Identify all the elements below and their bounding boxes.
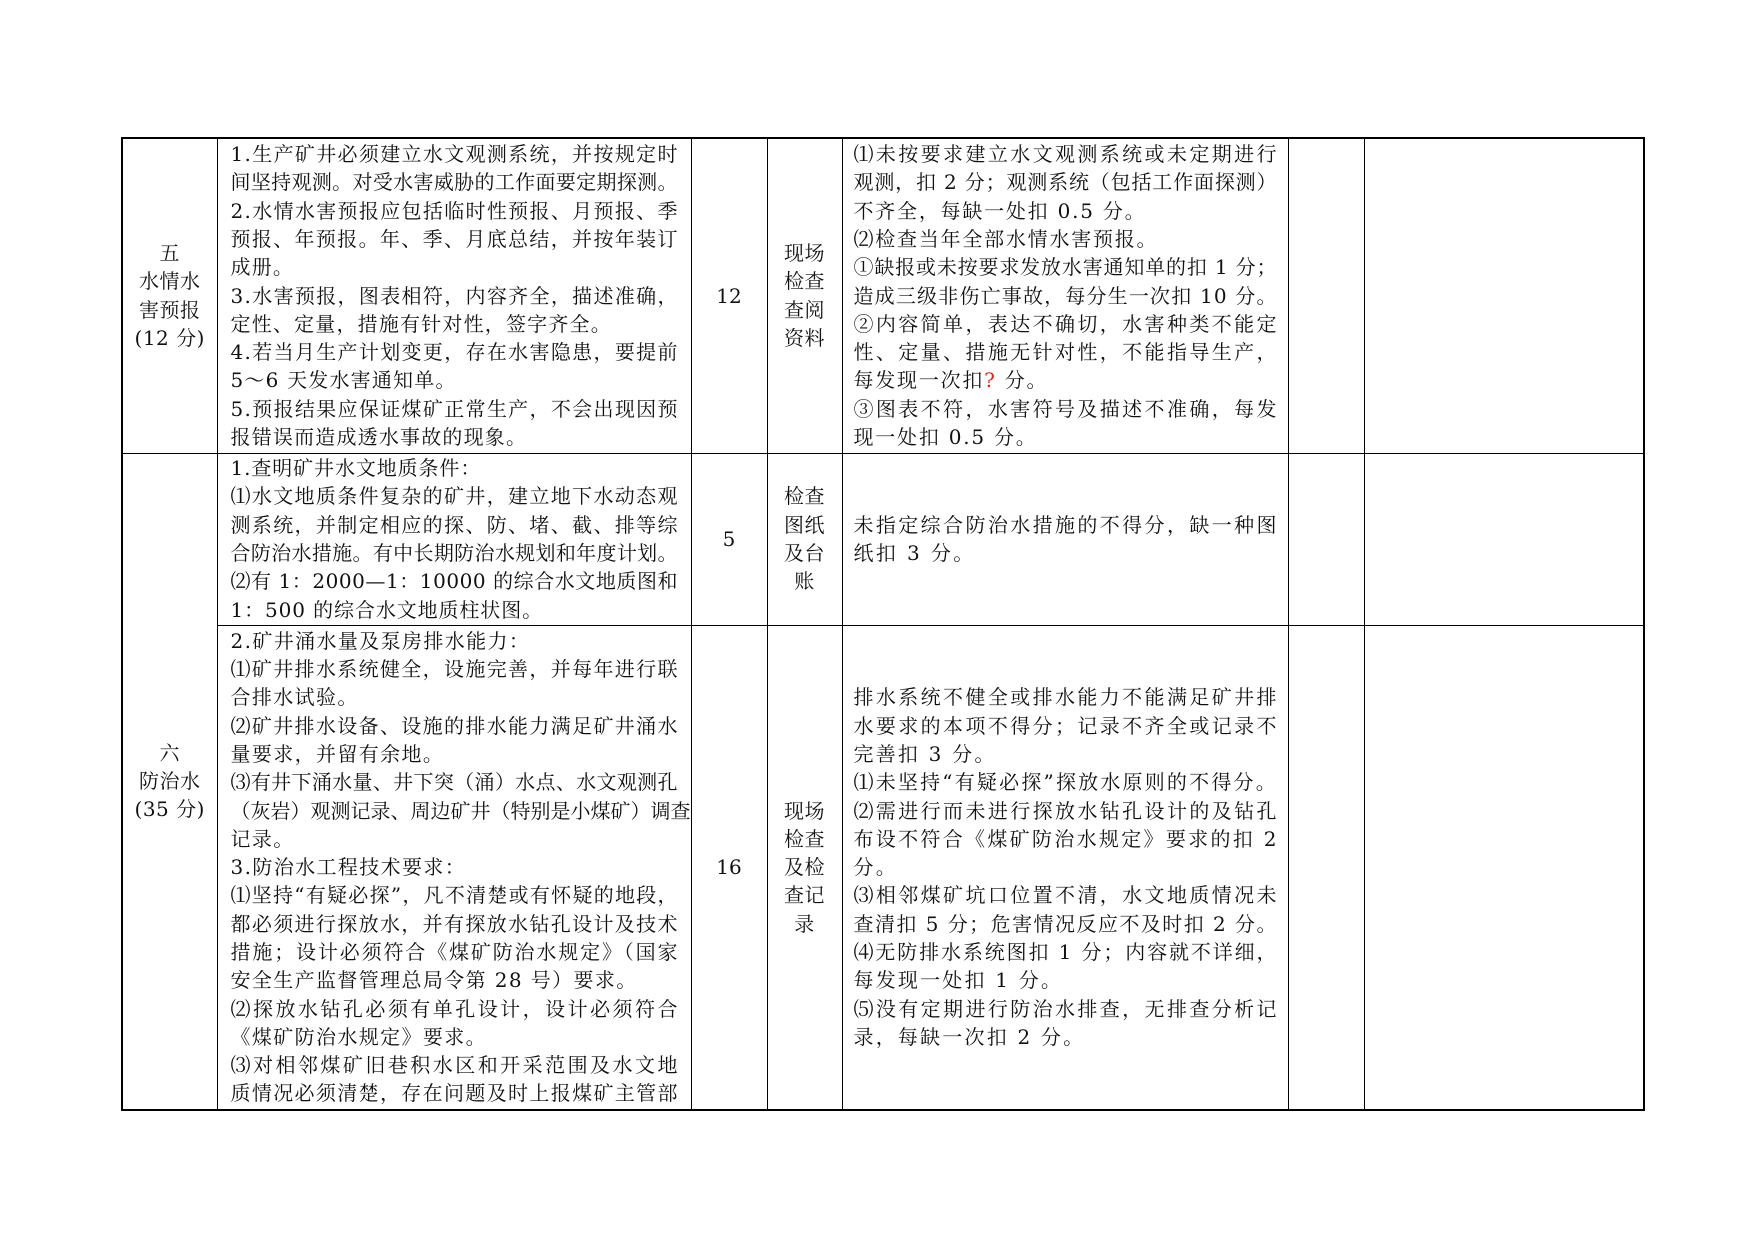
text-line-content: ⑶有井下涌水量、井下突（涌）水点、水文观测孔 [230, 770, 678, 795]
text-line-content: 定性、定量，措施有针对性，签字齐全。 [230, 311, 612, 336]
scoring-table [121, 137, 1645, 1111]
text-line [768, 296, 842, 324]
text-line-content: 测系统，并制定相应的探、防、堵、截、排等综 [230, 512, 679, 537]
text-line-content: ⑴未按要求建立水文观测系统或未定期进行 [853, 142, 1279, 167]
text-line [768, 825, 842, 853]
score-cell [691, 453, 767, 625]
score-value: 12 [716, 283, 742, 308]
text-line [854, 423, 1277, 451]
text-line-content: 未指定综合防治水措施的不得分，缺一种图 [853, 512, 1279, 537]
text-line [231, 627, 678, 655]
text-line-content: 2.水情水害预报应包括临时性预报、月预报、季 [230, 198, 679, 223]
text-line [768, 482, 842, 510]
text-line [854, 395, 1277, 423]
text-line-content: 布设不符合《煤矿防治水规定》要求的扣 2 [853, 826, 1279, 851]
text-line-content: (12 分) [134, 326, 205, 351]
score-value: 16 [716, 855, 742, 880]
text-segment: 每发现一次扣 [853, 368, 985, 393]
text-line [231, 511, 678, 539]
text-line [231, 366, 678, 394]
text-line-content: 性、定量、措施无针对性，不能指导生产， [853, 340, 1279, 365]
text-line [231, 454, 678, 482]
text-line-content: 害预报 [139, 297, 201, 322]
category-cell [122, 453, 217, 1110]
method-text [768, 797, 842, 938]
text-line [230, 797, 691, 825]
text-line [231, 423, 678, 451]
category-text [123, 739, 217, 824]
criteria-cell [842, 138, 1288, 453]
text-line-content: 合排水试验。 [230, 685, 359, 710]
text-line-content: 防治水 [139, 769, 201, 794]
text-line-content: ⑵探放水钻孔必须有单孔设计，设计必须符合 [230, 996, 680, 1021]
text-line [854, 253, 1277, 281]
text-line-content: 现场 [784, 798, 825, 823]
text-line-content: 2.矿井涌水量及泵房排水能力： [230, 628, 531, 653]
text-line-content: （灰岩）观测记录、周边矿井（特别是小煤矿）调查 [230, 798, 691, 823]
text-line-content: ⑶相邻煤矿坑口位置不清，水文地质情况未 [853, 883, 1279, 908]
text-line [231, 825, 678, 853]
text-line [854, 511, 1277, 539]
text-line [231, 197, 678, 225]
text-line-content: 现场 [784, 241, 825, 266]
text-line-content: 量要求，并留有余地。 [230, 741, 445, 766]
text-line [231, 768, 678, 796]
text-line [231, 1023, 678, 1051]
text-line [231, 881, 678, 909]
text-line-content: 查清扣 5 分；危害情况反应不及时扣 2 分。 [853, 911, 1278, 936]
content-cell [217, 138, 691, 453]
text-line-content: ②内容简单，表达不确切，水害种类不能定 [853, 311, 1279, 336]
criteria-cell [842, 625, 1288, 1110]
text-line [854, 282, 1277, 310]
text-line-content: ⑵矿井排水设备、设施的排水能力满足矿井涌水 [230, 713, 679, 738]
text-line-content: 5.预报结果应保证煤矿正常生产，不会出现因预 [230, 396, 679, 421]
text-line-content [854, 368, 1049, 392]
text-line [231, 740, 678, 768]
text-line [231, 1079, 678, 1107]
text-line [123, 739, 217, 767]
text-line [231, 567, 678, 595]
text-line [123, 795, 217, 823]
text-line-content: 报错误而造成透水事故的现象。 [230, 425, 528, 450]
text-line-content: 图纸 [784, 512, 825, 537]
text-line [231, 596, 678, 624]
text-line-content: ⑸没有定期进行防治水排查，无排查分析记 [853, 996, 1279, 1021]
category-text [123, 239, 217, 352]
text-line [854, 197, 1277, 225]
text-line [854, 910, 1277, 938]
text-line-content: 都必须进行探放水，并有探放水钻孔设计及技术 [230, 911, 679, 936]
text-line [123, 296, 217, 324]
text-line [854, 140, 1277, 168]
text-line [854, 995, 1277, 1023]
text-line [231, 966, 678, 994]
text-line [768, 239, 842, 267]
text-line-content: 3.水害预报，图表相符，内容齐全，描述准确， [230, 283, 679, 308]
text-line [768, 881, 842, 909]
text-line-content: 现一处扣 0.5 分。 [853, 425, 1038, 450]
content-cell [217, 625, 691, 1110]
blank-cell [1364, 625, 1644, 1110]
text-line [854, 539, 1277, 567]
text-line-content: 措施；设计必须符合《煤矿防治水规定》（国家 [230, 939, 680, 964]
text-line-content: 间坚持观测。对受水害威胁的工作面要定期探测。 [230, 170, 678, 195]
text-line-content: ⑷无防排水系统图扣 1 分；内容就不详细， [853, 939, 1279, 964]
text-line [231, 225, 678, 253]
text-line [768, 797, 842, 825]
text-line-content: 1.生产矿井必须建立水文观测系统，并按规定时 [230, 142, 679, 167]
text-line-content: 及检 [784, 855, 825, 880]
text-line-content: ⑵需进行而未进行探放水钻孔设计的及钻孔 [853, 798, 1279, 823]
table-row [122, 625, 1644, 1110]
score-cell [691, 625, 767, 1110]
text-line-content: ⑵检查当年全部水情水害预报。 [853, 227, 1159, 251]
text-line-content: 分。 [853, 855, 898, 880]
text-line [768, 567, 842, 595]
table-row [122, 138, 1644, 453]
score-cell [691, 138, 767, 453]
text-line [231, 655, 678, 683]
table-row [122, 453, 1644, 625]
text-line [768, 853, 842, 881]
text-line-content: 排水系统不健全或排水能力不能满足矿井排 [853, 685, 1279, 710]
text-line-content: 造成三级非伤亡事故，每分生一次扣 10 分。 [853, 283, 1278, 308]
content-text [231, 140, 678, 451]
blank-cell [1364, 138, 1644, 453]
text-line [231, 310, 678, 338]
text-line-content: 查阅 [784, 297, 825, 322]
text-line-content: ⑴未坚持“有疑必探”探放水原则的不得分。 [853, 770, 1278, 795]
text-line [854, 797, 1277, 825]
text-line [854, 740, 1277, 768]
method-text [768, 482, 842, 595]
text-line [123, 267, 217, 295]
text-line [854, 938, 1277, 966]
text-line-content: 不齐全，每缺一处扣 0.5 分。 [853, 198, 1147, 223]
text-line [854, 712, 1277, 740]
content-cell [217, 453, 691, 625]
text-line [768, 539, 842, 567]
text-line-content: ⑶对相邻煤矿旧巷积水区和开采范围及水文地 [230, 1053, 680, 1078]
text-line [231, 395, 678, 423]
method-cell [767, 625, 842, 1110]
text-line [231, 712, 678, 740]
method-cell [767, 138, 842, 453]
blank-cell [1288, 625, 1364, 1110]
text-line-content: 1.查明矿井水文地质条件： [230, 456, 482, 481]
text-line-content: 六 [159, 740, 180, 765]
criteria-cell [842, 453, 1288, 625]
text-line [231, 853, 678, 881]
text-line [768, 511, 842, 539]
text-line [123, 767, 217, 795]
text-line-content: 检查 [784, 269, 825, 294]
text-line [854, 825, 1277, 853]
criteria-text [854, 511, 1277, 568]
text-line [231, 282, 678, 310]
content-text [231, 454, 678, 624]
text-line-content: 1：500 的综合水文地质柱状图。 [230, 597, 543, 622]
text-line-content: 预报、年预报。年、季、月底总结，并按年装订 [230, 227, 679, 251]
text-segment: 分。 [996, 368, 1049, 393]
text-line [768, 910, 842, 938]
highlighted-text: ? [984, 368, 997, 393]
text-line [231, 168, 678, 196]
text-line [768, 324, 842, 352]
text-line-content: 资料 [784, 326, 825, 351]
text-line [854, 966, 1277, 994]
text-line-content: 成册。 [230, 255, 295, 280]
text-line-content: 观测，扣 2 分；观测系统（包括工作面探测） [853, 170, 1278, 195]
text-line [854, 225, 1277, 253]
text-line-content: 五 [159, 241, 180, 266]
text-line-content: 3.防治水工程技术要求： [230, 855, 467, 880]
text-line-content: ⑴矿井排水系统健全，设施完善，并每年进行联 [230, 657, 679, 682]
text-line [854, 168, 1277, 196]
text-line-content: 水要求的本项不得分；记录不齐全或记录不 [853, 713, 1279, 738]
text-line [123, 324, 217, 352]
text-line [854, 881, 1277, 909]
text-line [231, 938, 678, 966]
text-line-content: ⑴坚持“有疑必探”，凡不清楚或有怀疑的地段， [230, 883, 679, 908]
criteria-text [854, 140, 1277, 451]
text-line [854, 768, 1277, 796]
text-line-content: 完善扣 3 分。 [853, 741, 997, 766]
category-cell [122, 138, 217, 453]
text-line-content: 合防治水措施。有中长期防治水规划和年度计划。 [230, 541, 678, 565]
text-line [123, 239, 217, 267]
text-line [231, 539, 678, 567]
text-line [768, 267, 842, 295]
text-line-content: 5～6 天发水害通知单。 [230, 368, 457, 393]
text-line-content: 录，每缺一次扣 2 分。 [853, 1024, 1086, 1049]
text-line-content: 查记 [784, 883, 825, 908]
text-line [231, 482, 678, 510]
text-line [854, 1023, 1277, 1051]
method-cell [767, 453, 842, 625]
text-line-content: 账 [794, 569, 815, 594]
text-line-content: 《煤矿防治水规定》要求。 [230, 1024, 488, 1049]
blank-cell [1288, 453, 1364, 625]
text-line-content: 及台 [784, 541, 825, 565]
text-line [854, 310, 1277, 338]
text-line-content: 水情水 [139, 269, 201, 294]
text-line [854, 683, 1277, 711]
text-line-content: ①缺报或未按要求发放水害通知单的扣 1 分； [853, 255, 1278, 280]
text-line-content: 记录。 [230, 826, 295, 851]
text-line-content: 检查 [784, 484, 825, 509]
text-line-content: ③图表不符，水害符号及描述不准确，每发 [853, 396, 1279, 421]
text-line [231, 1051, 678, 1079]
text-line-content: 每发现一处扣 1 分。 [853, 968, 1064, 993]
text-line-content: ⑴水文地质条件复杂的矿井，建立地下水动态观 [230, 484, 679, 509]
text-line-content: 4.若当月生产计划变更，存在水害隐患，要提前 [230, 340, 679, 365]
text-line [231, 910, 678, 938]
text-line-content: 质情况必须清楚，存在问题及时上报煤矿主管部 [230, 1081, 679, 1106]
text-line-content: (35 分) [134, 797, 205, 822]
blank-cell [1288, 138, 1364, 453]
text-line-content: ⑵有 1：2000—1：10000 的综合水文地质图和 [230, 569, 679, 594]
content-text [230, 627, 691, 1108]
text-line [231, 253, 678, 281]
text-line-content: 检查 [784, 826, 825, 851]
score-value: 5 [722, 526, 736, 551]
text-line [854, 338, 1277, 366]
text-line [231, 995, 678, 1023]
method-text [768, 239, 842, 352]
text-line [854, 853, 1277, 881]
text-line-content: 纸扣 3 分。 [853, 541, 976, 565]
text-line [231, 140, 678, 168]
blank-cell [1364, 453, 1644, 625]
text-line [231, 683, 678, 711]
criteria-text [854, 683, 1277, 1051]
text-line [231, 338, 678, 366]
text-line [854, 366, 1277, 394]
text-line-content: 录 [794, 911, 815, 936]
text-line-content: 安全生产监督管理总局令第 28 号）要求。 [230, 968, 638, 993]
